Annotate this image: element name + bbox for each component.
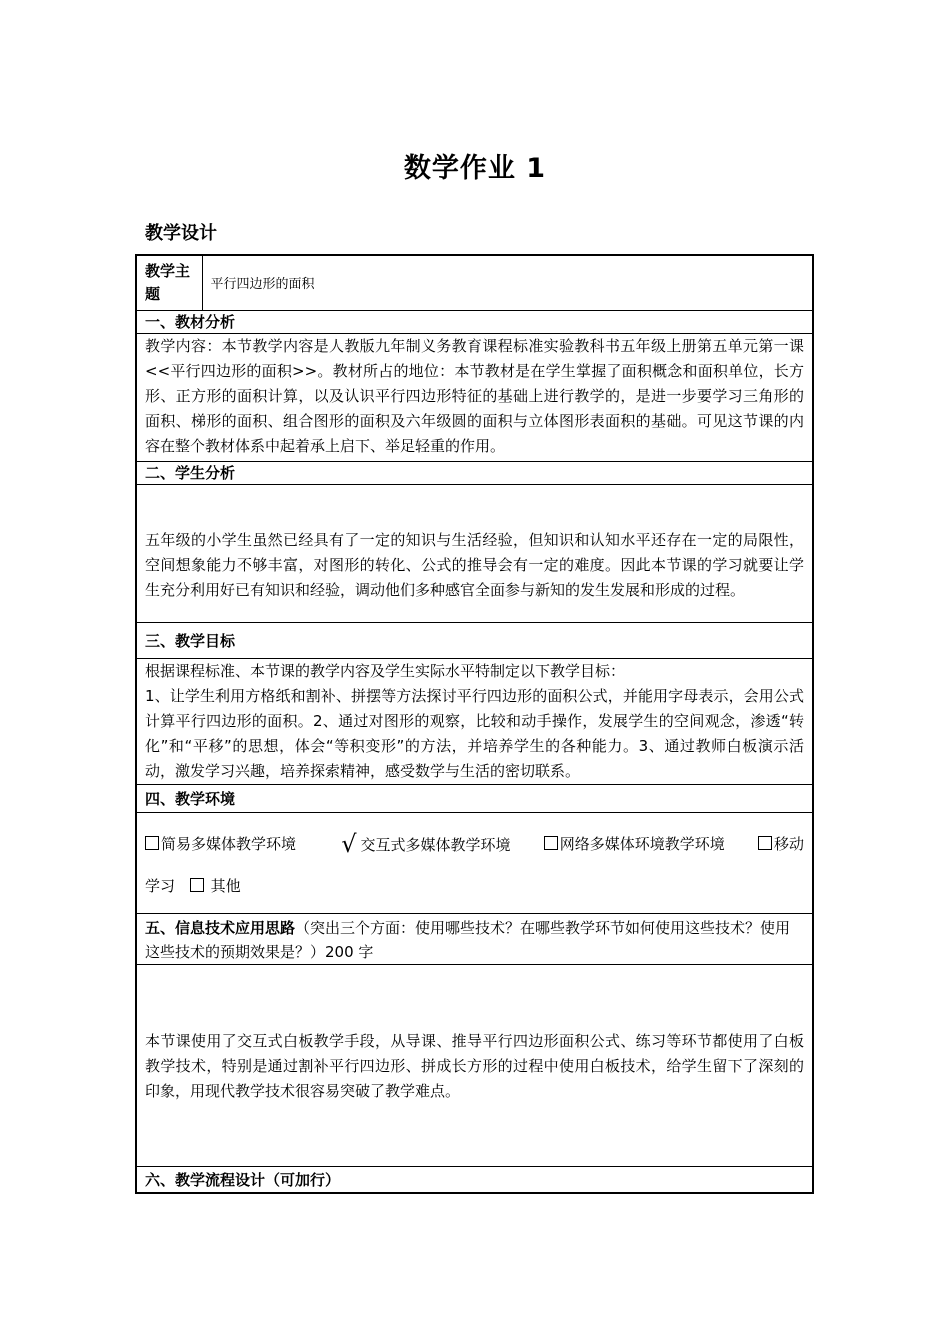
env-option-mobile-second: 学习 — [145, 877, 176, 895]
checkbox-icon — [758, 836, 772, 850]
teaching-goals-text: 1、让学生利用方格纸和割补、拼摆等方法探讨平行四边形的面积公式，并能用字母表示，会用公式计算平行四边形的面积。2、通过对图形的观察，比较和动手操作，发展学生的空间观念，渗透“转化”和“平移”的思想，体会“等积变形”的方法，并培养学生的各种能力。3、通过教师白板演示活动，激发学习兴趣，培养探索精神，感受数学与生活的密切联系。 — [145, 687, 804, 780]
teaching-environment-cell — [136, 813, 813, 914]
env-option-simple[interactable]: 简易多媒体教学环境 — [145, 827, 296, 861]
topic-value: 平行四边形的面积 — [202, 255, 813, 311]
env-option-mobile-first[interactable]: 移动 — [758, 827, 804, 861]
section-title: 教学设计 — [145, 223, 217, 244]
section-heading-1: 一、教材分析 — [136, 311, 813, 334]
env-option-interactive[interactable]: √ 交互式多媒体教学环境 — [341, 829, 511, 858]
page-title: 数学作业 1 — [403, 153, 547, 184]
teaching-goals-cell — [136, 659, 813, 785]
teaching-goals-intro: 根据课程标准、本节课的教学内容及学生实际水平特制定以下教学目标： — [145, 662, 626, 680]
section-heading-6: 六、教学流程设计（可加行） — [136, 1167, 813, 1194]
checkbox-icon — [190, 878, 204, 892]
topic-row — [136, 255, 813, 311]
design-table — [135, 254, 814, 1194]
section-heading-5: 五、信息技术应用思路 — [145, 919, 296, 937]
section-heading-5-cell — [136, 914, 813, 965]
env-option-other[interactable]: 其他 — [190, 877, 241, 895]
env-option-network[interactable]: 网络多媒体环境教学环境 — [544, 827, 725, 861]
section-heading-2: 二、学生分析 — [136, 462, 813, 485]
checkbox-icon — [544, 836, 558, 850]
topic-label: 教学主题 — [136, 255, 202, 311]
section-heading-3: 三、教学目标 — [136, 623, 813, 659]
tech-application-text: 本节课使用了交互式白板教学手段，从导课、推导平行四边形面积公式、练习等环节都使用了白板教学技术，特别是通过割补平行四边形、拼成长方形的过程中使用白板技术，给学生留下了深刻的印象，用现代教学技术很容易突破了教学难点。 — [136, 965, 813, 1167]
student-analysis-text: 五年级的小学生虽然已经具有了一定的知识与生活经验，但知识和认知水平还存在一定的局限性，空间想象能力不够丰富，对图形的转化、公式的推导会有一定的难度。因此本节课的学习就要让学生充分利用好已有知识和经验，调动他们多种感官全面参与新知的发生发展和形成的过程。 — [136, 485, 813, 623]
check-mark-icon: √ — [341, 829, 357, 858]
checkbox-icon — [145, 836, 159, 850]
section-5-note: （突出三个方面：使用哪些技术？在哪些教学环节如何使用这些技术？使用这些技术的预期效果是？）200 字 — [145, 919, 791, 961]
section-heading-4: 四、教学环境 — [136, 785, 813, 813]
textbook-analysis-text: 教学内容：本节教学内容是人教版九年制义务教育课程标准实验教科书五年级上册第五单元第一课<<平行四边形的面积>>。教材所占的地位：本节教材是在学生掌握了面积概念和面积单位，长方形、正方形的面积计算，以及认识平行四边形特征的基础上进行教学的，是进一步要学习三角形的面积、梯形的面积、组合图形的面积及六年级圆的面积与立体图形表面积的基础。可见这节课的内容在整个教材体系中起着承上启下、举足轻重的作用。 — [136, 334, 813, 462]
